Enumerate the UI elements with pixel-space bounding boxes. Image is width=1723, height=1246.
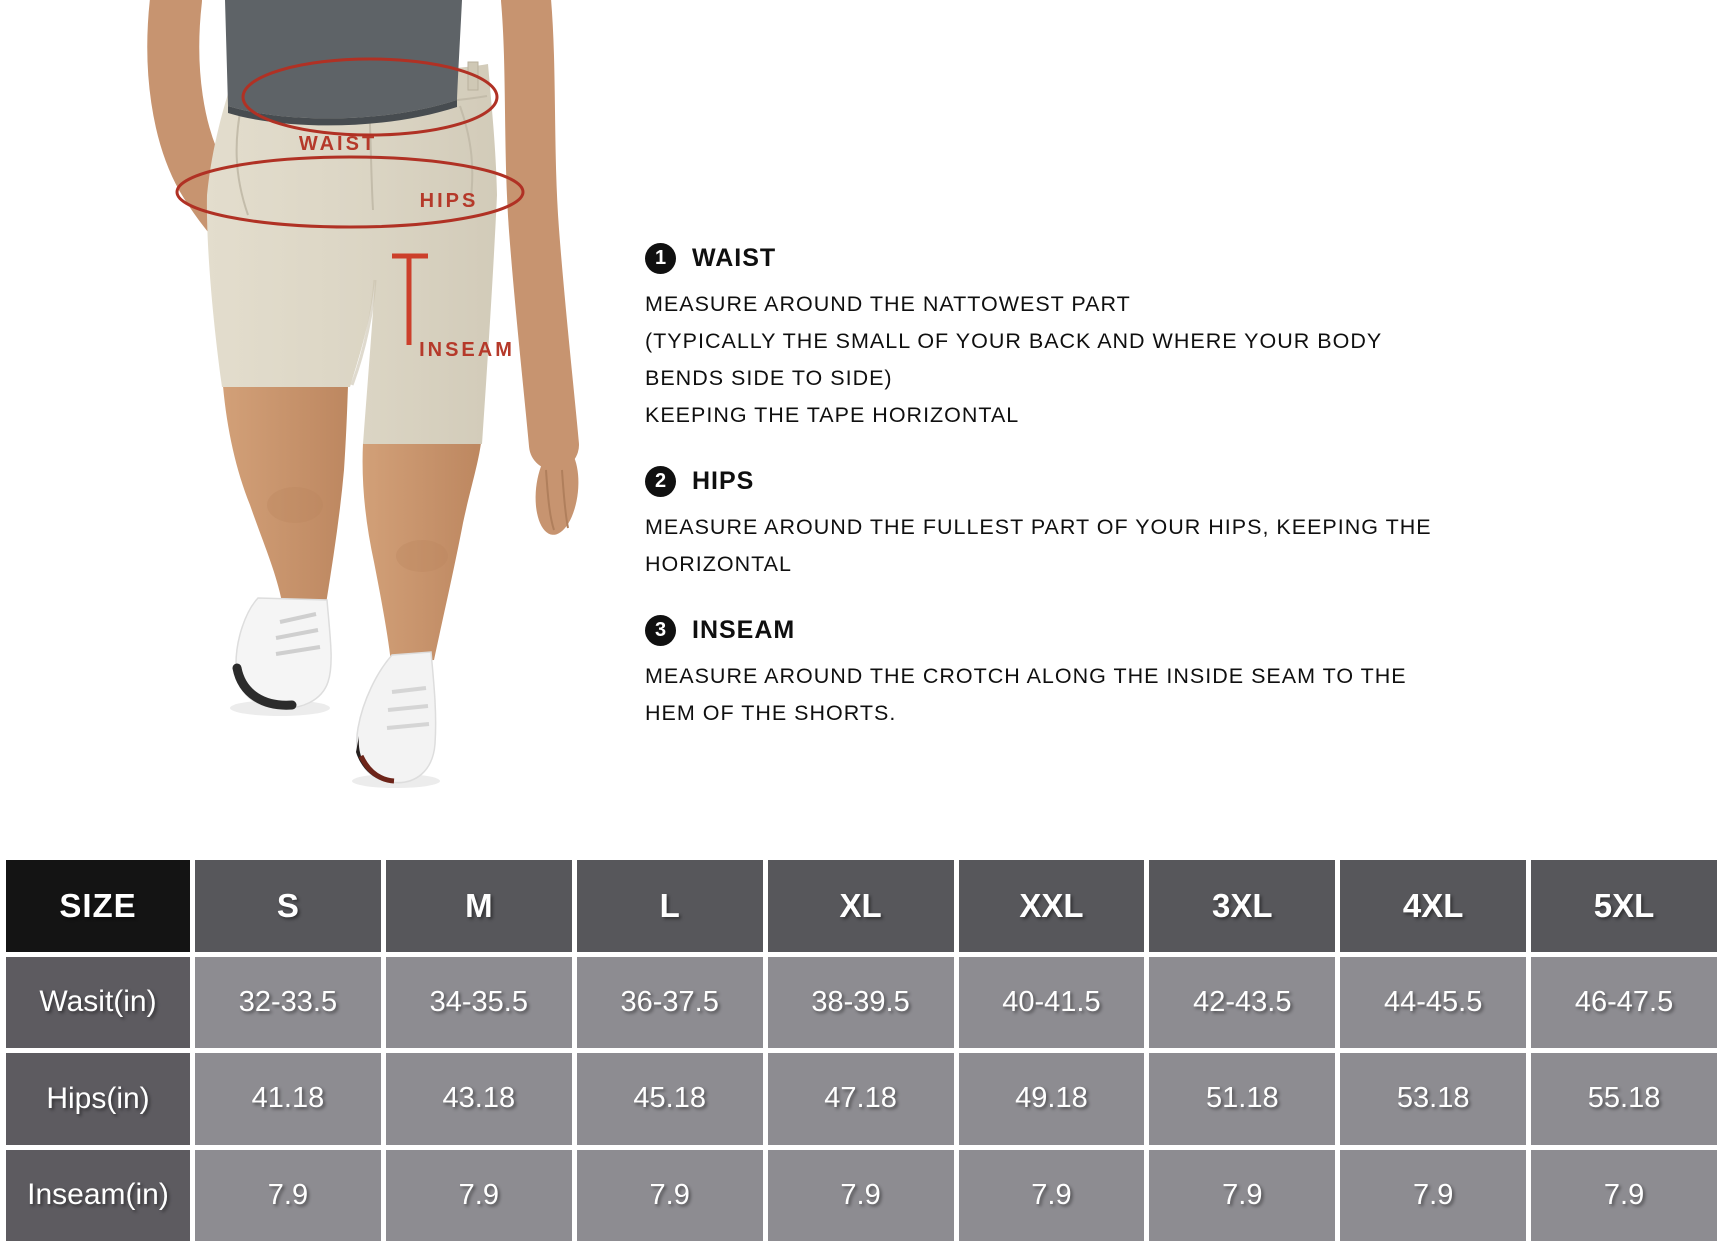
size-column-header: 4XL	[1340, 860, 1526, 952]
instruction-body	[645, 658, 1425, 732]
table-cell: 55.18	[1531, 1053, 1717, 1145]
instruction-heading	[645, 615, 1425, 646]
row-label-inseam: Inseam(in)	[6, 1150, 190, 1242]
size-column-header: XXL	[959, 860, 1145, 952]
table-cell: 46-47.5	[1531, 957, 1717, 1049]
size-column-header: 5XL	[1531, 860, 1717, 952]
table-cell: 32-33.5	[195, 957, 381, 1049]
instruction-heading	[645, 466, 1425, 497]
size-chart-table	[0, 856, 1723, 1246]
table-cell: 34-35.5	[386, 957, 572, 1049]
table-cell: 7.9	[577, 1150, 763, 1242]
table-cell: 43.18	[386, 1053, 572, 1145]
instruction-section-hips	[645, 466, 1432, 583]
table-cell: 42-43.5	[1149, 957, 1335, 1049]
inseam-annotation-label: INSEAM	[419, 339, 515, 361]
table-cell: 7.9	[195, 1150, 381, 1242]
table-cell: 7.9	[386, 1150, 572, 1242]
number-2-badge-icon: 2	[645, 466, 676, 497]
instruction-section-waist	[645, 243, 1425, 434]
instruction-line: KEEPING THE TAPE HORIZONTAL	[645, 403, 1020, 427]
number-1-badge-icon: 1	[645, 243, 676, 274]
right-shoe	[357, 652, 436, 783]
instruction-line: BENDS SIDE TO SIDE)	[645, 366, 893, 390]
knee-shading	[267, 487, 323, 523]
size-column-header: S	[195, 860, 381, 952]
instruction-body	[645, 286, 1425, 434]
table-cell: 47.18	[768, 1053, 954, 1145]
table-cell: 7.9	[768, 1150, 954, 1242]
table-cell: 7.9	[1149, 1150, 1335, 1242]
instruction-line: MEASURE AROUND THE NATTOWEST PART	[645, 292, 1131, 316]
instruction-line: HORIZONTAL	[645, 552, 792, 576]
table-cell: 36-37.5	[577, 957, 763, 1049]
instruction-line: (TYPICALLY THE SMALL OF YOUR BACK AND WHERE YOUR BODY	[645, 329, 1383, 353]
number-3-badge-icon: 3	[645, 615, 676, 646]
size-header-cell: SIZE	[6, 860, 190, 952]
table-cell: 40-41.5	[959, 957, 1145, 1049]
instruction-title: WAIST	[692, 244, 777, 272]
table-cell: 7.9	[1340, 1150, 1526, 1242]
instruction-body	[645, 509, 1432, 583]
row-label-waist: Wasit(in)	[6, 957, 190, 1049]
instruction-title: INSEAM	[692, 616, 796, 644]
knee-shading	[396, 540, 448, 572]
size-column-header: 3XL	[1149, 860, 1335, 952]
table-cell: 51.18	[1149, 1053, 1335, 1145]
instruction-line: HEM OF THE SHORTS.	[645, 701, 897, 725]
table-cell: 7.9	[959, 1150, 1145, 1242]
size-column-header: L	[577, 860, 763, 952]
row-label-hips: Hips(in)	[6, 1053, 190, 1145]
model-figure-illustration	[130, 0, 630, 790]
right-arm	[526, 0, 554, 445]
table-cell: 45.18	[577, 1053, 763, 1145]
table-cell: 49.18	[959, 1053, 1145, 1145]
size-column-header: XL	[768, 860, 954, 952]
model-photo	[130, 0, 630, 790]
table-cell: 41.18	[195, 1053, 381, 1145]
table-cell: 53.18	[1340, 1053, 1526, 1145]
instruction-heading	[645, 243, 1425, 274]
measuring-instructions	[645, 243, 1432, 764]
table-cell: 44-45.5	[1340, 957, 1526, 1049]
instruction-title: HIPS	[692, 467, 755, 495]
instruction-line: MEASURE AROUND THE FULLEST PART OF YOUR HIPS, KEEPING THE	[645, 515, 1432, 539]
instruction-section-inseam	[645, 615, 1425, 732]
instruction-line: MEASURE AROUND THE CROTCH ALONG THE INSIDE SEAM TO THE	[645, 664, 1407, 688]
size-column-header: M	[386, 860, 572, 952]
hips-annotation-label: HIPS	[419, 190, 479, 212]
waist-annotation-label: WAIST	[298, 133, 378, 155]
table-cell: 38-39.5	[768, 957, 954, 1049]
table-cell: 7.9	[1531, 1150, 1717, 1242]
